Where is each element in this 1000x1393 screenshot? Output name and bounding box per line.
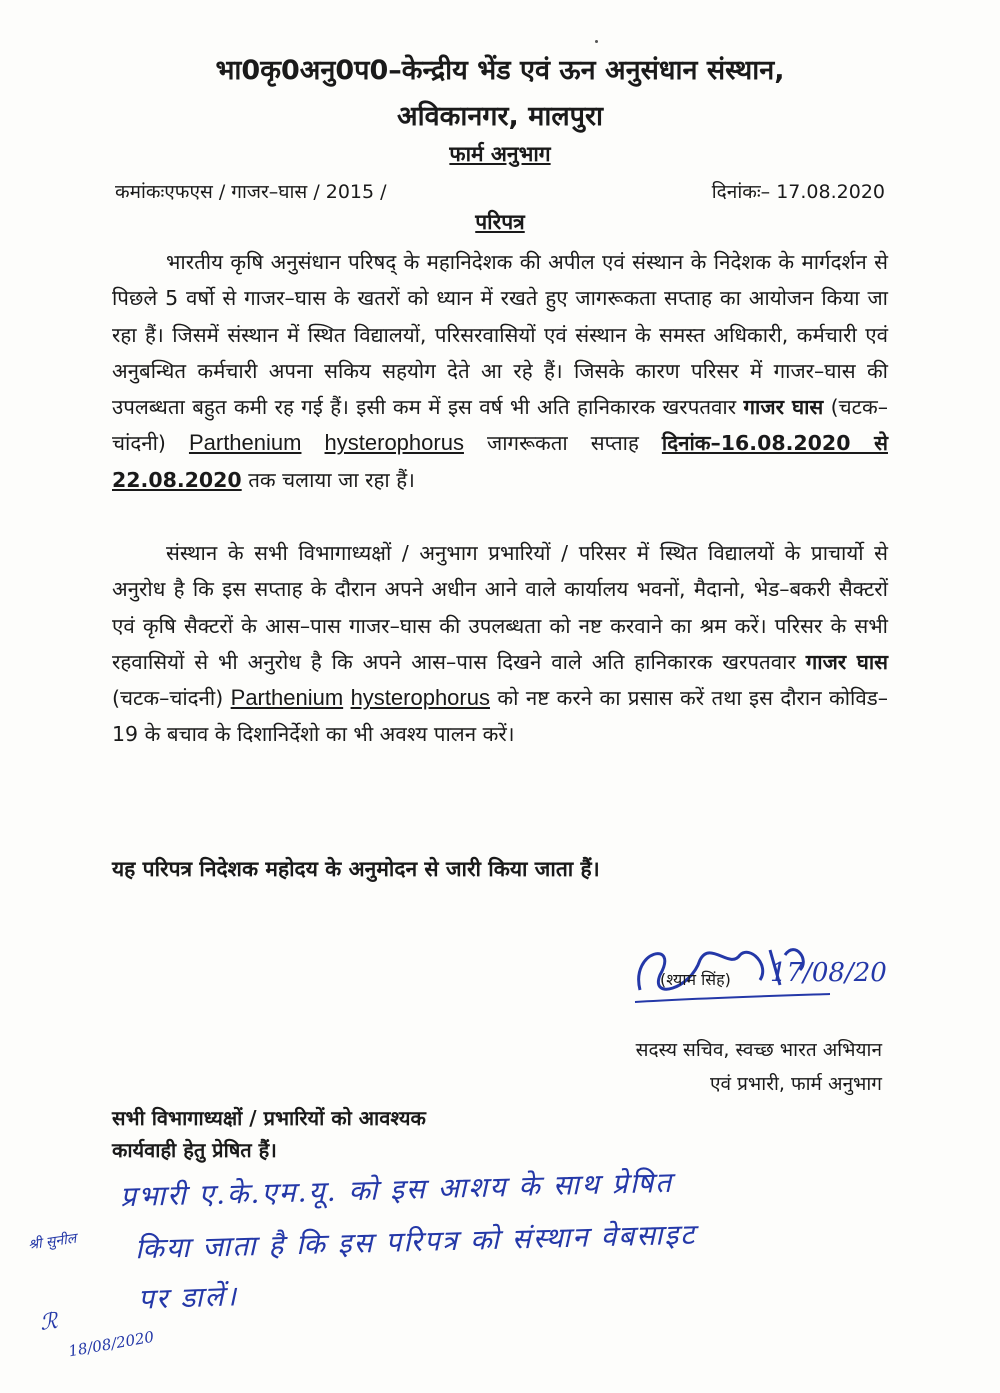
reference-number: कमांकःएफएस / गाजर–घास / 2015 / <box>115 181 387 203</box>
para1-latin-species: hysterophorus <box>324 430 464 456</box>
para1-text-1: भारतीय कृषि अनुसंधान परिषद् के महानिदेशक की अपील एवं संस्थान के निदेशक के मार्गदर्शन से पिछले 5 वर्षो से गाजर–घास के खतरों को ध्यान में रखते हुए जागरूकता सप्ताह का आयोजन किया जा रहा हैं। जिसमें संस्थान में स्थित विद्यालयों, परिसरवासियों एवं संस्थान के समस्त अधिकारी, कर्मचारी एवं अनुबन्धित कर्मचारी अपना सकिय सहयोग देते आ रहे हैं। जिसके कारण परिसर में गाजर–घास की उपलब्धता बहुत कमी रह गई हैं। इसी कम में इस वर्ष भी अति हानिकारक खरपतवार <box>112 250 888 420</box>
section-name: फार्म अनुभाग <box>449 142 551 166</box>
institute-location: अविकानगर, मालपुरा <box>396 101 604 132</box>
designation-line-2: एवं प्रभारी, फार्म अनुभाग <box>710 1073 882 1095</box>
issue-date: दिनांकः– 17.08.2020 <box>711 181 885 203</box>
paragraph-1 <box>112 244 888 498</box>
paper-speck <box>595 40 598 43</box>
forwarding-line-1: सभी विभागाध्यक्षों / प्रभारियों को आवश्यक <box>112 1106 426 1130</box>
para1-text-3 <box>301 431 324 455</box>
signature-date: 17/08/20 <box>770 958 887 988</box>
handwritten-margin-note: श्री सुनील <box>27 1230 78 1254</box>
handwritten-note-line-1: प्रभारी ए.के.एम.यू. को इस आशय के साथ प्रेषित <box>119 1165 674 1214</box>
para2-bold-term: गाजर घास <box>805 649 888 674</box>
document-subject: परिपत्र <box>475 210 525 234</box>
paragraph-2 <box>112 535 888 753</box>
signatory-name: (श्याम सिंह) <box>660 970 731 989</box>
para1-text-5: तक चलाया जा रहा हैं। <box>241 467 415 492</box>
para2-text-3 <box>343 686 350 710</box>
handwritten-initials: ℛ <box>38 1308 60 1337</box>
para2-text-2: (चटक–चांदनी) <box>112 686 231 711</box>
handwritten-note-line-3: पर डालें। <box>137 1279 239 1316</box>
para2-latin-genus: Parthenium <box>230 685 344 711</box>
handwritten-note-line-2: किया जाता है कि इस परिपत्र को संस्थान वेबसाइट <box>134 1217 697 1266</box>
institute-name: भा0कृ0अनु0प0–केन्द्रीय भेंड एवं ऊन अनुसंधान संस्थान, <box>215 55 785 86</box>
closing-statement: यह परिपत्र निदेशक महोदय के अनुमोदन से जारी किया जाता हैं। <box>112 857 600 881</box>
designation-line-1: सदस्य सचिव, स्वच्छ भारत अभियान <box>635 1039 882 1061</box>
para2-latin-species: hysterophorus <box>350 685 490 711</box>
handwritten-date: 18/08/2020 <box>67 1327 156 1361</box>
para1-campaign-dates: दिनांक–16.08.2020 से 22.08.2020 <box>112 431 888 492</box>
para1-latin-genus: Parthenium <box>188 430 302 456</box>
forwarding-line-2: कार्यवाही हेतु प्रेषित हैं। <box>112 1138 277 1162</box>
para2-text-1: संस्थान के सभी विभागाध्यक्षों / अनुभाग प्रभारियों / परिसर में स्थित विद्यालयों के प्राचार्यो से अनुरोध है कि इस सप्ताह के दौरान अपने अधीन आने वाले कार्यालय भवनों, मैदानो, भेड–बकरी सैक्टरों एवं कृषि सैक्टरों के आस–पास गाजर–घास की उपलब्धता को नष्ट करवाने का श्रम करें। परिसर के सभी रहवासियों से भी अनुरोध है कि अपने आस–पास दिखने वाले अति हानिकारक खरपतवार <box>112 541 888 674</box>
para2-text-4: को नष्ट करने का प्रसास करें तथा इस दौरान कोविड–19 के बचाव के दिशानिर्देशो का भी अवश्य पालन करें। <box>112 686 888 747</box>
para1-text-4: जागरूकता सप्ताह <box>463 431 662 456</box>
para1-text-2: (चटक–चांदनी) <box>112 395 888 456</box>
para1-bold-term: गाजर घास <box>743 395 824 420</box>
